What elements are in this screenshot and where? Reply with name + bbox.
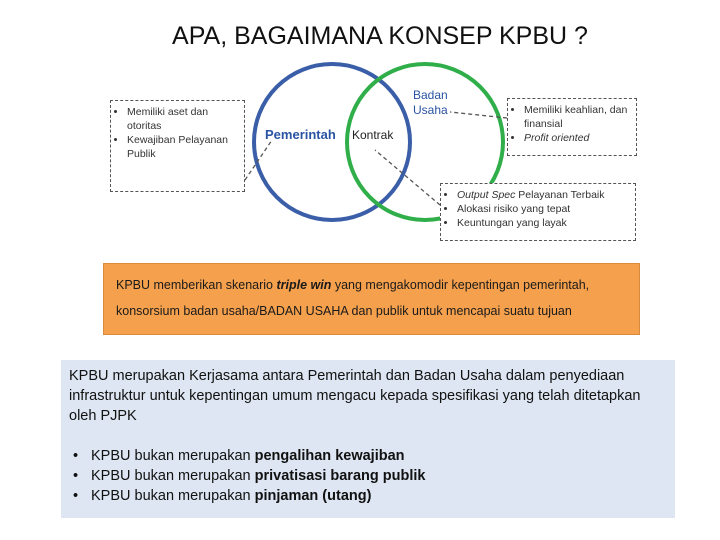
kontrak-label: Kontrak (352, 128, 394, 142)
definition-paragraph: KPBU merupakan Kerjasama antara Pemerintah dan Badan Usaha dalam penyediaan infrastruktur untuk kepentingan umum mengacu kepada spesifikasi yang telah ditetapkan oleh PJPK (69, 368, 641, 424)
connector-left (245, 140, 272, 180)
pemerintah-circle (254, 64, 410, 220)
note-item: • Kewajiban Pelayanan Publik (127, 133, 238, 161)
triple-win-line2: konsorsium badan usaha/BADAN USAHA dan publik untuk mencapai suatu tujuan (116, 304, 572, 318)
definition-bullets (69, 446, 667, 506)
bullet-item: • KPBU bukan merupakan privatisasi barang publik (73, 468, 426, 484)
note-item: • Memiliki keahlian, dan finansial (524, 103, 630, 131)
note-badan-usaha (507, 98, 637, 156)
note-item: • Memiliki aset dan otoritas (127, 105, 238, 133)
note-item: • Alokasi risiko yang tepat (457, 202, 629, 216)
bullet-item: • KPBU bukan merupakan pinjaman (utang) (73, 488, 372, 504)
note-pemerintah (110, 100, 245, 192)
note-kontrak (440, 183, 636, 241)
page-title: APA, BAGAIMANA KONSEP KPBU ? (172, 22, 588, 50)
note-item: • Keuntungan yang layak (457, 216, 629, 230)
triple-win-line1: KPBU memberikan skenario triple win yang mengakomodir kepentingan pemerintah, (116, 278, 590, 292)
triple-win-box (103, 263, 640, 335)
bullet-item: • KPBU bukan merupakan pengalihan kewajiban (73, 448, 405, 464)
badan-usaha-label: Badan Usaha (413, 88, 448, 117)
note-item: • Profit oriented (524, 131, 630, 145)
pemerintah-label: Pemerintah (265, 127, 336, 142)
note-item: • Output Spec Pelayanan Terbaik (457, 188, 629, 202)
definition-panel (61, 360, 675, 518)
